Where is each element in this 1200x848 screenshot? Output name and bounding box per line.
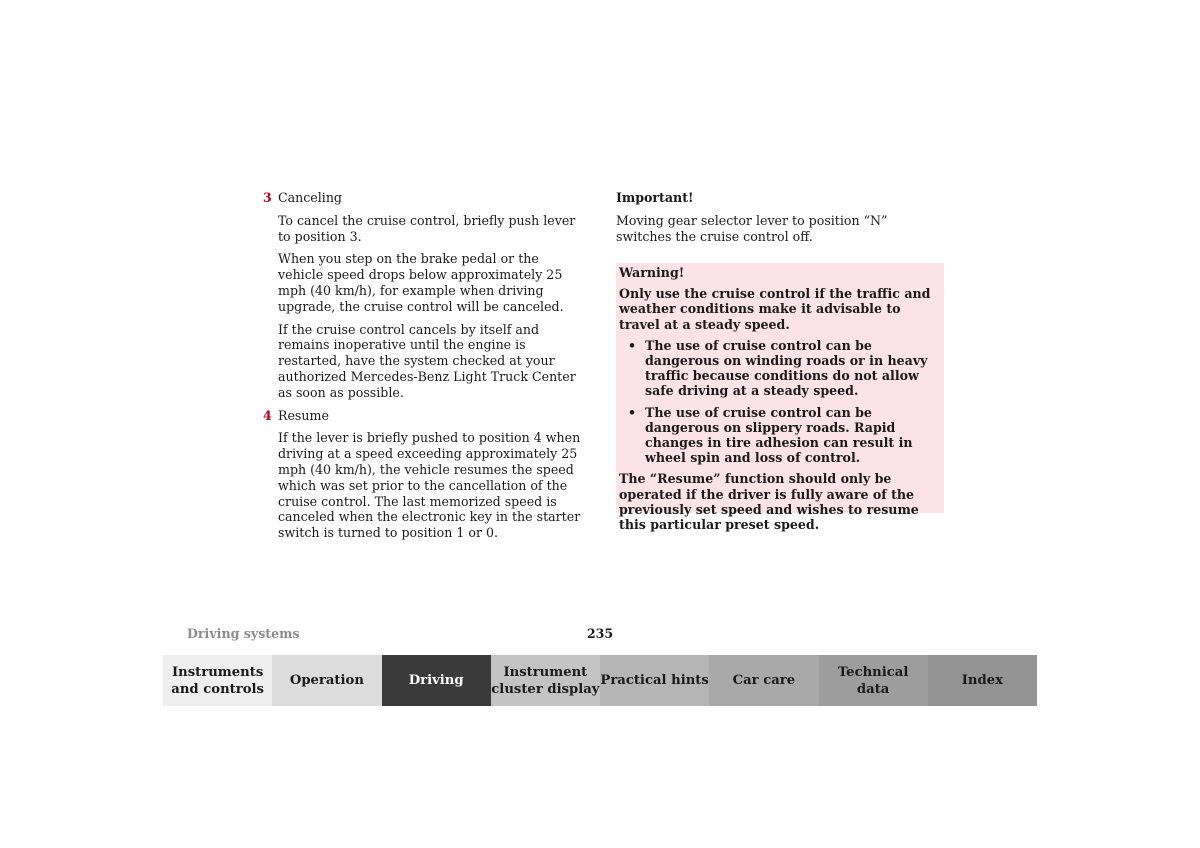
tab-label: Instrument cluster display	[491, 664, 600, 697]
tab-operation[interactable]	[272, 655, 381, 706]
chapter-nav	[163, 655, 1037, 706]
important-text: Moving gear selector lever to position “N” switches the cruise control off.	[616, 212, 888, 244]
warning-intro: Only use the cruise control if the traffic and weather conditions make it advisable to travel at a steady speed.	[619, 286, 931, 332]
item-4-paragraph: If the lever is briefly pushed to position 4 when driving at a speed exceeding approximately 25 mph (40 km/h), the vehicle resumes the speed which was set prior to the cancellation of the cruise control. The last memorized speed is canceled when the electronic key in the starter switch is turned to position 1 or 0.	[278, 430, 581, 541]
warning-list	[619, 338, 940, 466]
tab-label: Index	[961, 673, 1003, 688]
item-3-number: 3	[263, 190, 272, 205]
tab-technical-data[interactable]	[819, 655, 928, 706]
tab-label: Practical hints	[600, 673, 709, 688]
right-column	[616, 190, 944, 244]
tab-label: Instruments and controls	[171, 664, 264, 697]
tab-practical-hints[interactable]	[600, 655, 709, 706]
tab-instrument-cluster-display[interactable]	[491, 655, 600, 706]
footer-section-title: Driving systems	[187, 626, 300, 641]
item-4-number: 4	[263, 407, 272, 423]
item-4-heading	[260, 408, 585, 424]
tab-label: Operation	[289, 673, 364, 688]
item-3-paragraph: When you step on the brake pedal or the vehicle speed drops below approximately 25 mph (40 km/h), for example when driving upgrade, the cruise control will be canceled.	[278, 251, 564, 314]
tab-instruments-and-controls[interactable]	[163, 655, 272, 706]
warning-outro: The “Resume” function should only be operated if the driver is fully aware of the previously set speed and wishes to resume this particular preset speed.	[619, 471, 919, 533]
tab-driving[interactable]	[382, 655, 491, 706]
warning-bullet: • The use of cruise control can be dangerous on slippery roads. Rapid changes in tire adhesion can result in wheel spin and loss of control.	[619, 405, 940, 466]
warning-box	[616, 263, 944, 533]
item-3-title: Canceling	[278, 190, 342, 205]
item-3-paragraph: If the cruise control cancels by itself and remains inoperative until the engine is restarted, have the system checked at your authorized Mercedes-Benz Light Truck Center as soon as possible.	[278, 321, 576, 400]
tab-car-care[interactable]	[709, 655, 818, 706]
important-title: Important!	[616, 190, 694, 205]
warning-title: Warning!	[619, 265, 685, 280]
left-column	[260, 190, 585, 548]
tab-label: Car care	[732, 673, 796, 688]
item-4-title: Resume	[278, 407, 329, 423]
item-3-paragraph: To cancel the cruise control, briefly push lever to position 3.	[278, 212, 576, 244]
page-number: 235	[586, 626, 614, 641]
tab-label: Technical data	[837, 664, 909, 697]
tab-label: Driving	[408, 673, 464, 688]
item-3-heading	[260, 190, 585, 206]
warning-bullet: • The use of cruise control can be dangerous on winding roads or in heavy traffic because conditions do not allow safe driving at a steady speed.	[619, 338, 940, 399]
tab-index[interactable]	[928, 655, 1037, 706]
